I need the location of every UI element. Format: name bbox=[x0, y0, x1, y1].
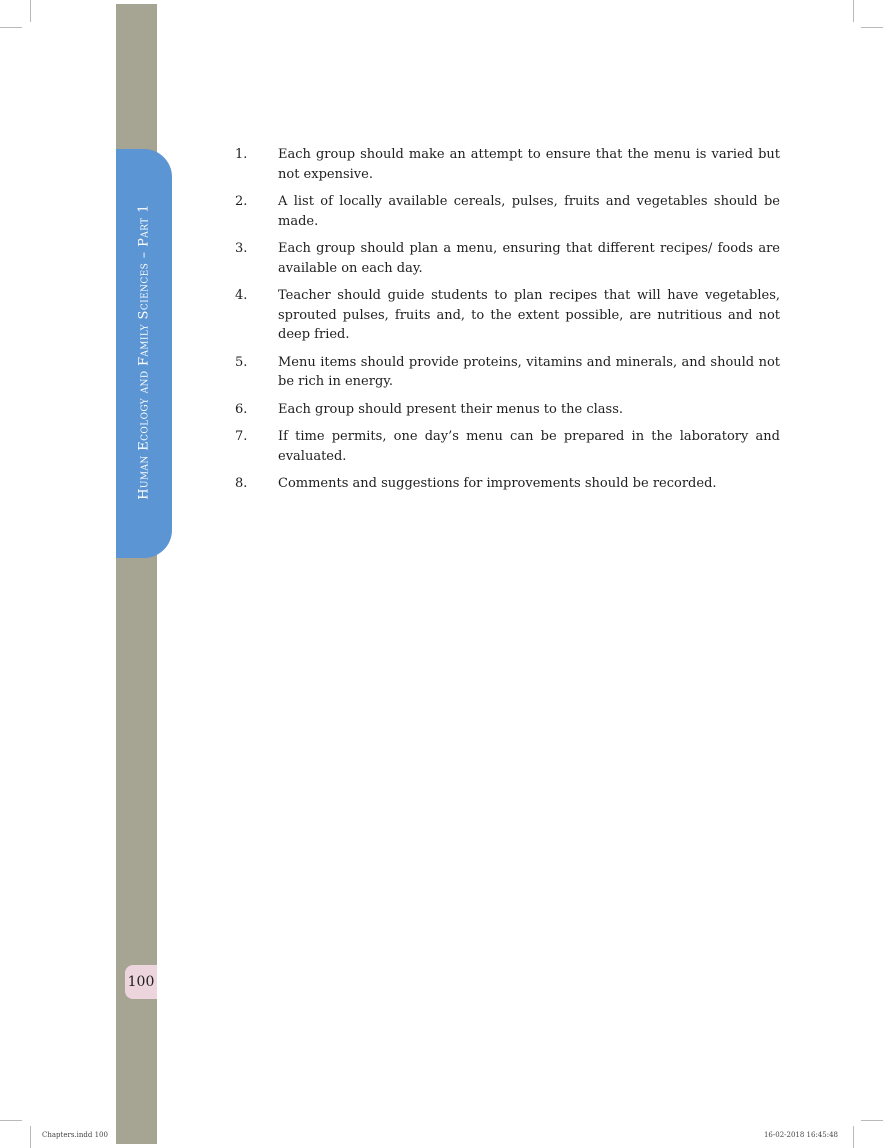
instruction-text: A list of locally available cereals, pulses, fruits and vegetables should be made. bbox=[278, 194, 780, 229]
instruction-text: Comments and suggestions for improvements should be recorded. bbox=[278, 476, 717, 491]
crop-mark bbox=[30, 0, 31, 22]
instruction-number: 7. bbox=[235, 429, 248, 444]
instruction-text: If time permits, one day’s menu can be prepared in the laboratory and evaluated. bbox=[278, 429, 780, 464]
crop-mark bbox=[0, 1120, 22, 1121]
footer-file-info: Chapters.indd 100 bbox=[42, 1131, 108, 1139]
instruction-number: 3. bbox=[235, 241, 248, 256]
crop-mark bbox=[30, 1126, 31, 1148]
crop-mark bbox=[861, 1120, 883, 1121]
instruction-number: 4. bbox=[235, 288, 248, 303]
instruction-text: Each group should present their menus to the class. bbox=[278, 401, 624, 417]
instruction-item-7 bbox=[235, 427, 780, 466]
book-title: Human Ecology and Family Sciences – Part 1 bbox=[136, 204, 152, 500]
crop-mark bbox=[853, 0, 854, 22]
page-number: 100 bbox=[125, 965, 157, 999]
instruction-item-3 bbox=[235, 239, 780, 278]
instruction-number: 6. bbox=[235, 401, 248, 417]
instruction-text: Each group should plan a menu, ensuring that different recipes/ foods are available on each day. bbox=[278, 241, 780, 276]
instruction-item-8 bbox=[235, 474, 780, 494]
instruction-item-1 bbox=[235, 145, 780, 184]
crop-mark bbox=[853, 1126, 854, 1148]
crop-mark bbox=[861, 27, 883, 28]
instruction-item-5 bbox=[235, 353, 780, 392]
footer-timestamp: 16-02-2018 16:45:48 bbox=[763, 1131, 838, 1139]
instruction-number: 8. bbox=[235, 476, 248, 491]
instruction-item-6 bbox=[235, 400, 780, 420]
instruction-item-4 bbox=[235, 286, 780, 345]
instruction-number: 5. bbox=[235, 354, 248, 370]
instruction-item-2 bbox=[235, 192, 780, 231]
instruction-number: 1. bbox=[235, 147, 248, 162]
instruction-list bbox=[235, 145, 780, 502]
instruction-text: Menu items should provide proteins, vitamins and minerals, and should not be rich in energy. bbox=[278, 354, 780, 389]
instruction-text: Teacher should guide students to plan recipes that will have vegetables, sprouted pulses, fruits and, to the extent possible, are nutritious and not deep fried. bbox=[278, 288, 780, 342]
crop-mark bbox=[0, 27, 22, 28]
instruction-number: 2. bbox=[235, 194, 248, 209]
instruction-text: Each group should make an attempt to ensure that the menu is varied but not expensive. bbox=[278, 147, 780, 182]
